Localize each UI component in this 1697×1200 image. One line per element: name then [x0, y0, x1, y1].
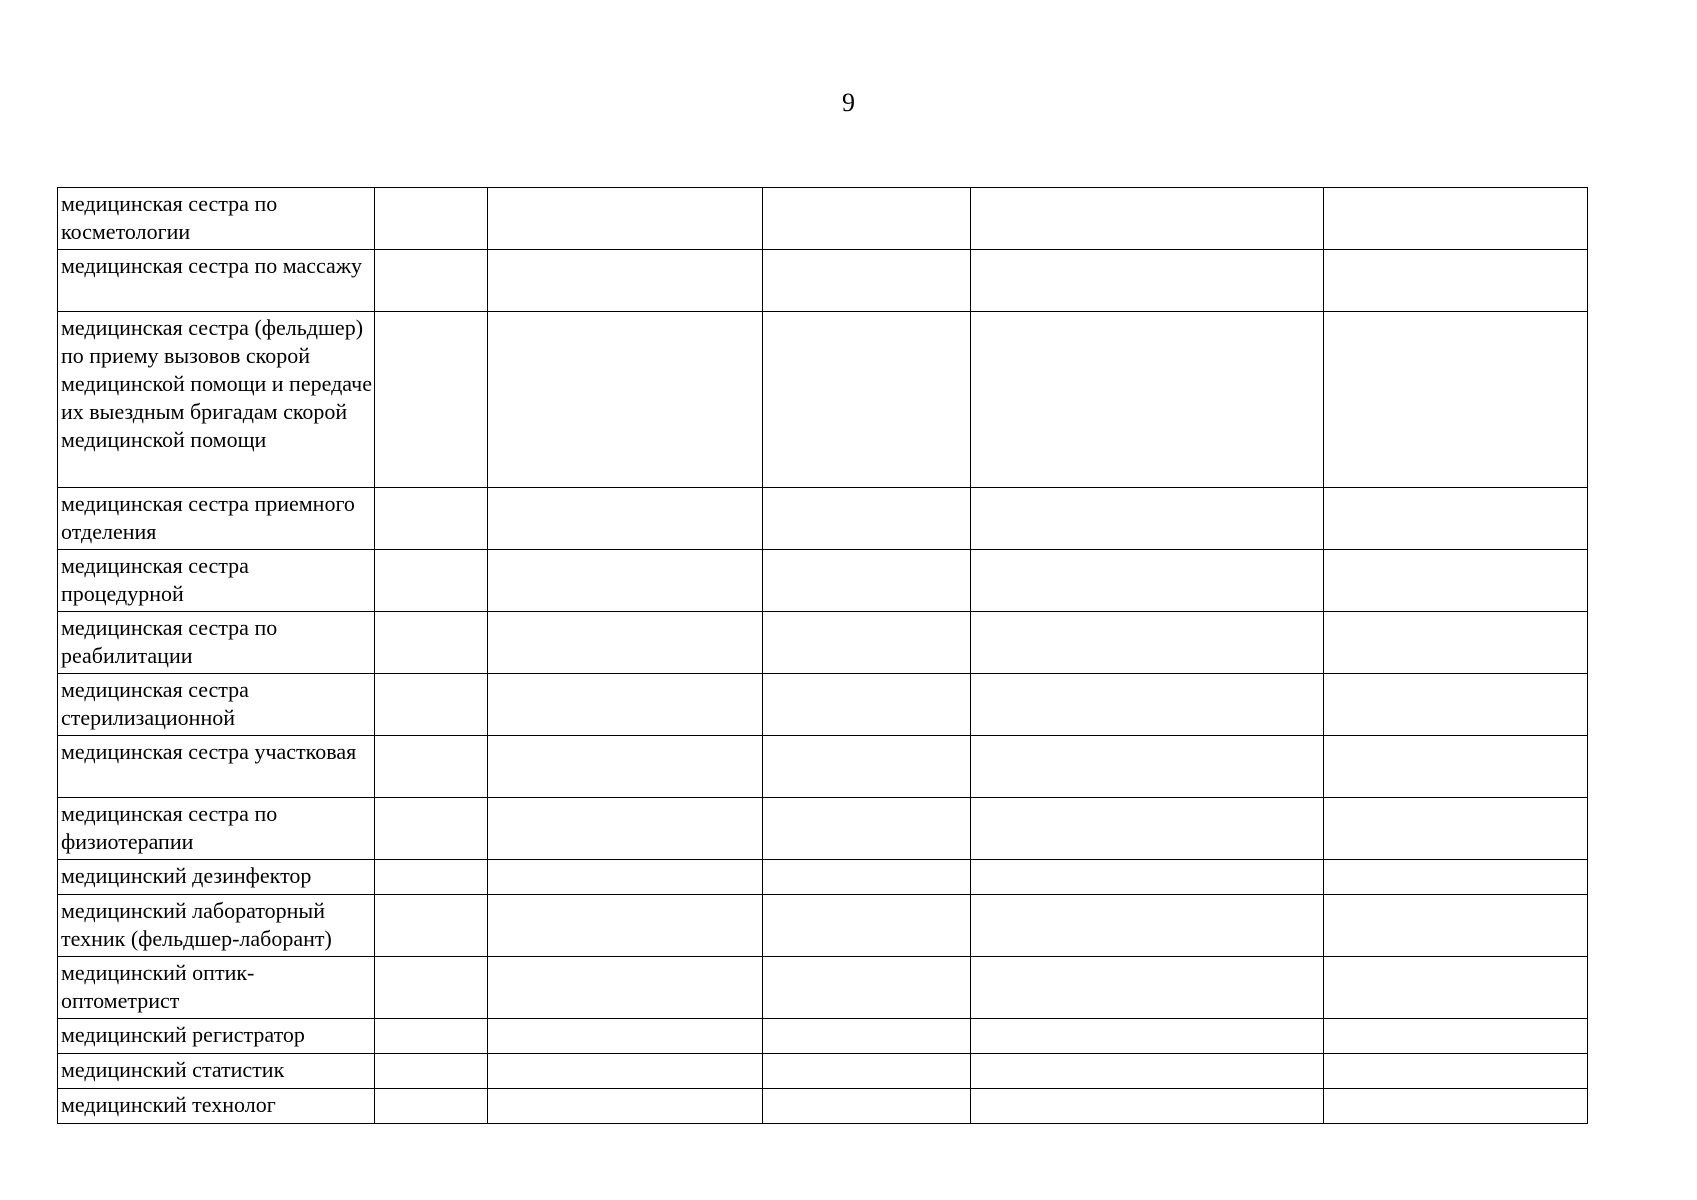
table-row — [58, 550, 1588, 612]
empty-cell — [763, 1019, 971, 1054]
empty-cell — [488, 674, 763, 736]
empty-cell — [763, 674, 971, 736]
table-row — [58, 188, 1588, 250]
empty-cell — [1324, 957, 1588, 1019]
position-name-cell: медицинский дезинфектор — [58, 860, 375, 895]
empty-cell — [1324, 550, 1588, 612]
table-row — [58, 488, 1588, 550]
empty-cell — [763, 860, 971, 895]
empty-cell — [971, 250, 1324, 312]
position-name-cell: медицинский регистратор — [58, 1019, 375, 1054]
empty-cell — [488, 188, 763, 250]
empty-cell — [1324, 1089, 1588, 1124]
position-name-cell: медицинская сестра процедурной — [58, 550, 375, 612]
table-row — [58, 736, 1588, 798]
position-name-cell: медицинский оптик-оптометрист — [58, 957, 375, 1019]
empty-cell — [488, 612, 763, 674]
empty-cell — [971, 1089, 1324, 1124]
empty-cell — [375, 736, 488, 798]
empty-cell — [1324, 250, 1588, 312]
empty-cell — [375, 957, 488, 1019]
empty-cell — [375, 188, 488, 250]
empty-cell — [375, 1089, 488, 1124]
empty-cell — [971, 798, 1324, 860]
empty-cell — [1324, 312, 1588, 488]
position-name-cell: медицинский лабораторный техник (фельдшер-лаборант) — [58, 895, 375, 957]
position-name-cell: медицинская сестра по физиотерапии — [58, 798, 375, 860]
table-row — [58, 612, 1588, 674]
empty-cell — [971, 1054, 1324, 1089]
empty-cell — [1324, 488, 1588, 550]
empty-cell — [488, 860, 763, 895]
empty-cell — [488, 1054, 763, 1089]
table-body — [58, 188, 1588, 1124]
empty-cell — [763, 188, 971, 250]
empty-cell — [763, 488, 971, 550]
empty-cell — [763, 250, 971, 312]
empty-cell — [763, 957, 971, 1019]
empty-cell — [375, 1054, 488, 1089]
empty-cell — [971, 736, 1324, 798]
empty-cell — [375, 674, 488, 736]
empty-cell — [971, 860, 1324, 895]
position-name-cell: медицинская сестра (фельдшер) по приему вызовов скорой медицинской помощи и передаче их выездным бригадам скорой медицинской помощи — [58, 312, 375, 488]
table-row — [58, 250, 1588, 312]
position-name-cell: медицинский статистик — [58, 1054, 375, 1089]
empty-cell — [375, 798, 488, 860]
empty-cell — [375, 488, 488, 550]
table-row — [58, 798, 1588, 860]
empty-cell — [971, 1019, 1324, 1054]
empty-cell — [763, 312, 971, 488]
empty-cell — [763, 736, 971, 798]
empty-cell — [1324, 188, 1588, 250]
empty-cell — [488, 798, 763, 860]
empty-cell — [488, 957, 763, 1019]
table-row — [58, 895, 1588, 957]
table-row — [58, 312, 1588, 488]
position-name-cell: медицинская сестра приемного отделения — [58, 488, 375, 550]
empty-cell — [1324, 736, 1588, 798]
empty-cell — [375, 1019, 488, 1054]
empty-cell — [1324, 674, 1588, 736]
empty-cell — [488, 1019, 763, 1054]
page-number: 9 — [842, 88, 855, 117]
empty-cell — [488, 488, 763, 550]
empty-cell — [1324, 612, 1588, 674]
table-row — [58, 1019, 1588, 1054]
positions-table — [57, 187, 1588, 1124]
empty-cell — [971, 895, 1324, 957]
empty-cell — [1324, 1019, 1588, 1054]
position-name-cell: медицинская сестра стерилизационной — [58, 674, 375, 736]
empty-cell — [763, 895, 971, 957]
position-name-cell: медицинская сестра по реабилитации — [58, 612, 375, 674]
position-name-cell: медицинская сестра участковая — [58, 736, 375, 798]
table-row — [58, 860, 1588, 895]
empty-cell — [763, 550, 971, 612]
empty-cell — [971, 488, 1324, 550]
empty-cell — [763, 1054, 971, 1089]
empty-cell — [488, 895, 763, 957]
position-name-cell: медицинский технолог — [58, 1089, 375, 1124]
table-row — [58, 957, 1588, 1019]
empty-cell — [488, 550, 763, 612]
empty-cell — [488, 312, 763, 488]
table-row — [58, 674, 1588, 736]
empty-cell — [971, 674, 1324, 736]
table-row — [58, 1089, 1588, 1124]
empty-cell — [971, 957, 1324, 1019]
empty-cell — [488, 250, 763, 312]
empty-cell — [971, 612, 1324, 674]
empty-cell — [488, 736, 763, 798]
empty-cell — [375, 860, 488, 895]
position-name-cell: медицинская сестра по массажу — [58, 250, 375, 312]
empty-cell — [971, 550, 1324, 612]
empty-cell — [375, 250, 488, 312]
empty-cell — [763, 1089, 971, 1124]
empty-cell — [488, 1089, 763, 1124]
empty-cell — [375, 312, 488, 488]
empty-cell — [971, 312, 1324, 488]
empty-cell — [763, 798, 971, 860]
empty-cell — [375, 895, 488, 957]
empty-cell — [375, 612, 488, 674]
empty-cell — [1324, 798, 1588, 860]
empty-cell — [375, 550, 488, 612]
empty-cell — [1324, 895, 1588, 957]
empty-cell — [971, 188, 1324, 250]
table-row — [58, 1054, 1588, 1089]
empty-cell — [1324, 860, 1588, 895]
empty-cell — [763, 612, 971, 674]
empty-cell — [1324, 1054, 1588, 1089]
position-name-cell: медицинская сестра по косметологии — [58, 188, 375, 250]
